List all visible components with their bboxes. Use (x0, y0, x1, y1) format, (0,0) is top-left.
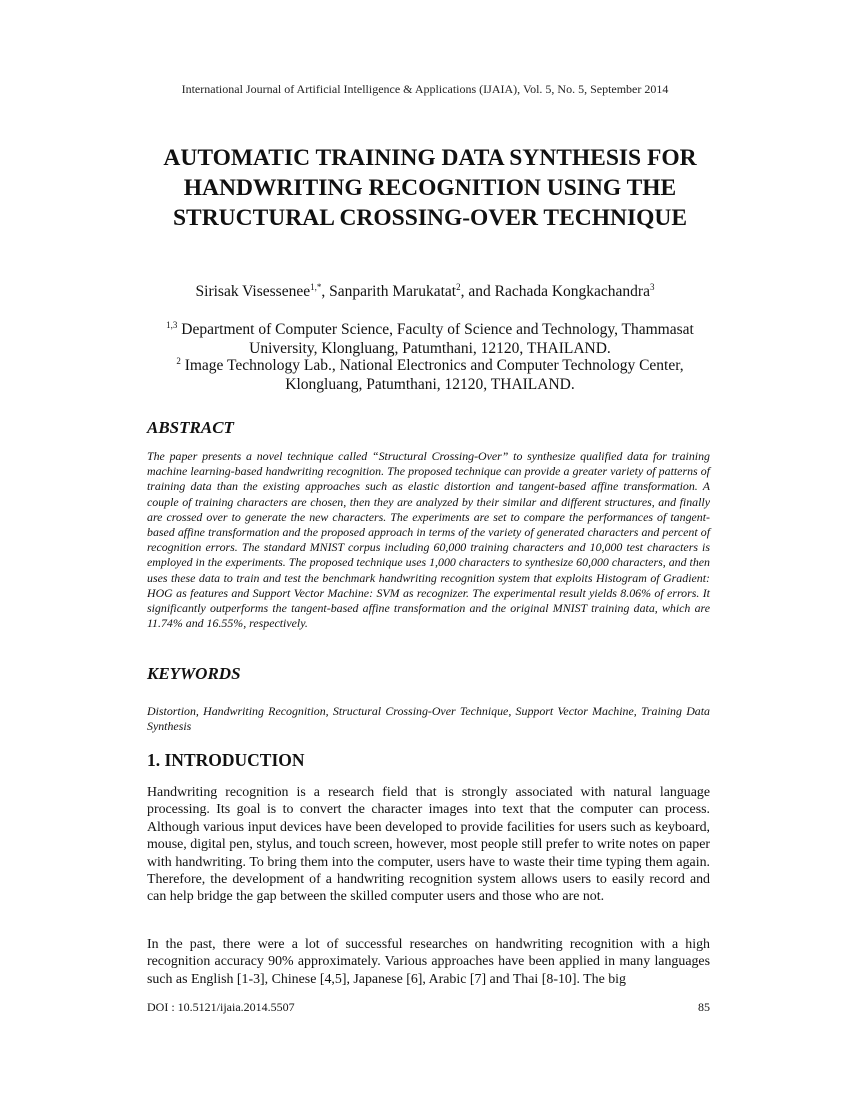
author-affiliation-mark: 2 (456, 282, 461, 292)
page-number: 85 (698, 1000, 710, 1014)
introduction-heading: 1. INTRODUCTION (147, 750, 305, 770)
keywords-heading: KEYWORDS (147, 664, 241, 683)
affiliation-mark: 2 (176, 356, 181, 366)
author-affiliation-mark: 1,* (310, 282, 322, 292)
abstract-heading: ABSTRACT (147, 418, 234, 437)
affiliation-text: Department of Computer Science, Faculty of Science and Technology, Thammasat University, Klongluang, Patumthani, 12120, THAILAND. (177, 321, 694, 357)
affiliation-mark: 1,3 (166, 320, 178, 330)
journal-running-header: International Journal of Artificial Intelligence & Applications (IJAIA), Vol. 5, No. 5, September 2014 (181, 82, 669, 96)
author-name: Rachada Kongkachandra (494, 283, 650, 300)
author-list: Sirisak Visessenee$^{1,*}$, Sanparith Marukatat$^2$, and Rachada Kongkachandra$^3$ (195, 282, 655, 300)
author-affiliation-mark: 3 (649, 282, 655, 292)
introduction-paragraph: In the past, there were a lot of successful researches on handwriting recognition with a high recognition accuracy 90% approximately. Various approaches have been applied in many languages such as English [1-3], Chinese [4,5], Japanese [6], Arabic [7] and Thai [8-10]. The big (147, 937, 710, 987)
affiliation (150, 352, 710, 394)
paper-title: AUTOMATIC TRAINING DATA SYNTHESIS FOR HANDWRITING RECOGNITION USING THE STRUCTURAL CROSSING-OVER TECHNIQUE (163, 145, 697, 231)
author-name: Sirisak Visessenee (195, 283, 311, 300)
affiliation-text: Image Technology Lab., National Electronics and Computer Technology Center, Klongluang, Patumthani, 12120, THAILAND. (180, 357, 684, 393)
introduction-paragraph: Handwriting recognition is a research field that is strongly associated with natural language processing. Its goal is to convert the character images into text that the computer can process. Although various input devices have been developed to provide facilities for users such as keyboard, mouse, digital pen, stylus, and touch screen, however, most people still prefer to write notes on paper with handwriting. To bring them into the computer, users have to waste their time typing them again. Therefore, the development of a handwriting recognition system allows users to easily record and can help bridge the gap between the skilled computer users and those who are not. (147, 785, 710, 905)
abstract-text: The paper presents a novel technique called “Structural Crossing-Over” to synthesize qualified data for training machine learning-based handwriting recognition. The proposed technique can provide a greater variety of patterns of training data than the existing approaches such as elastic distortion and tangent-based affine transformation. A couple of training characters are chosen, then they are analyzed by their similar and different structures, and finally are crossed over to generate the new characters. The experiments are set to compare the performances of tangent-based affine transformation and the proposed approach in terms of the variety of generated characters and percent of recognition errors. The standard MNIST corpus including 60,000 training characters and 10,000 test characters is employed in the experiments. The proposed technique uses 1,000 characters to synthesize 60,000 characters, and then uses these data to train and test the benchmark handwriting recognition system that exploits Histogram of Gradient: HOG as features and Support Vector Machine: SVM as recognizer. The experimental result yields 8.06% of errors. It significantly outperforms the tangent-based affine transformation and the original MNIST training data, which are 11.74% and 16.55%, respectively. (147, 449, 710, 631)
keywords-text: Distortion, Handwriting Recognition, Structural Crossing-Over Technique, Support Vector Machine, Training Data Synthesis (147, 704, 710, 734)
footer-doi: DOI : 10.5121/ijaia.2014.5507 (147, 1000, 295, 1014)
author-name: Sanparith Marukatat (329, 283, 457, 300)
